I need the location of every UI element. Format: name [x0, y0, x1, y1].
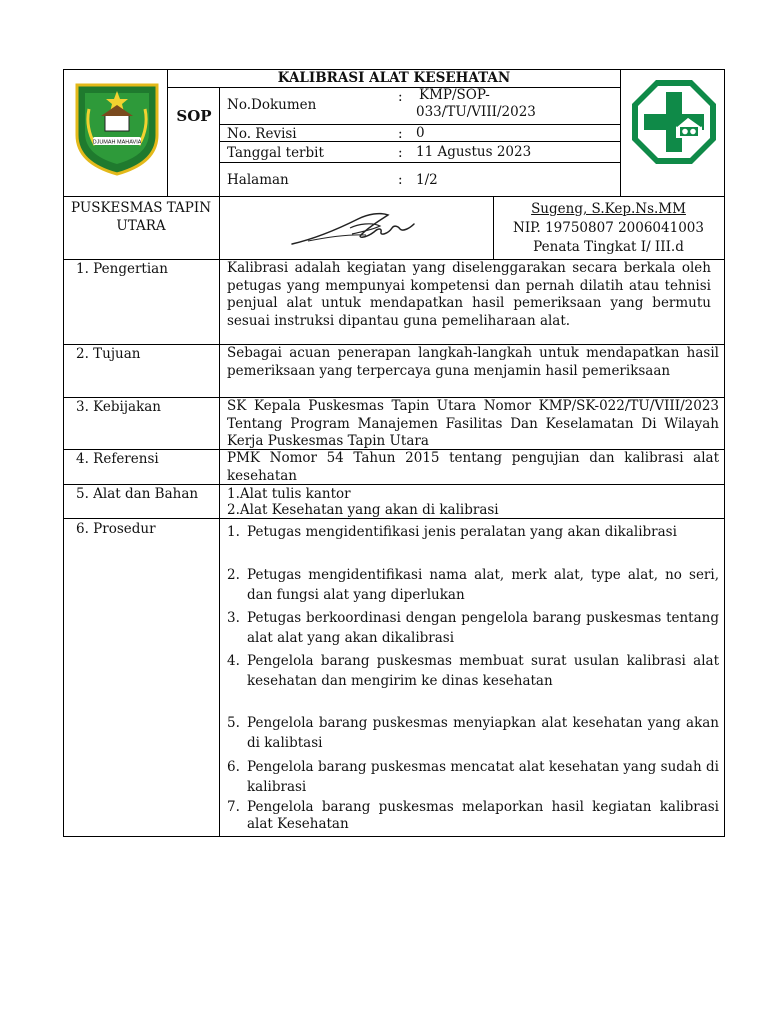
- field-value: KMP/SOP- 033/TU/VIII/2023: [416, 87, 536, 120]
- procedure-step: [227, 713, 719, 753]
- section-label: 4. Referensi: [76, 451, 159, 467]
- field-separator: :: [398, 145, 403, 161]
- step-text: Pengelola barang puskesmas menyiapkan alat kesehatan yang akan di kalibtasi: [247, 715, 719, 751]
- signature-image: [288, 204, 420, 248]
- procedure-step: [227, 757, 719, 797]
- signer-rank: Penata Tingkat I/ III.d: [533, 239, 684, 255]
- section-label: 2. Tujuan: [76, 346, 141, 362]
- list-item: 1.Alat tulis kantor: [227, 486, 351, 502]
- step-text: Petugas mengidentifikasi nama alat, merk alat, type alat, no seri, dan fungsi alat yang diperlukan: [247, 567, 719, 603]
- field-label: No.Dokumen: [227, 97, 317, 113]
- section-text: PMK Nomor 54 Tahun 2015 tentang pengujian dan kalibrasi alat kesehatan: [227, 450, 719, 484]
- document-title: KALIBRASI ALAT KESEHATAN: [277, 70, 511, 86]
- field-label: No. Revisi: [227, 126, 297, 142]
- step-text: Pengelola barang puskesmas mencatat alat kesehatan yang sudah di kalibrasi: [247, 759, 719, 795]
- field-separator: :: [398, 126, 403, 142]
- procedure-step: [227, 565, 719, 605]
- procedure-step: [227, 651, 719, 691]
- field-value: 1/2: [416, 172, 438, 188]
- section-text: SK Kepala Puskesmas Tapin Utara Nomor KMP/SK-022/TU/VIII/2023 Tentang Program Manajemen Fasilitas Dan Keselamatan Di Wilayah Kerja Puskesmas Tapin Utara: [227, 398, 719, 449]
- field-value: 11 Agustus 2023: [416, 144, 532, 160]
- section-label: 6. Prosedur: [76, 521, 156, 537]
- field-label: Tanggal terbit: [227, 145, 324, 161]
- procedure-step: [227, 799, 719, 833]
- section-label: 5. Alat dan Bahan: [76, 486, 199, 502]
- list-item: 2.Alat Kesehatan yang akan di kalibrasi: [227, 502, 499, 518]
- procedure-step: [227, 608, 719, 648]
- section-label: 3. Kebijakan: [76, 399, 162, 415]
- section-text: Kalibrasi adalah kegiatan yang diselenggarakan secara berkala oleh petugas yang mempunyai kompetensi dan pernah dilatih atau tehnisi penjual alat untuk mendapatkan hasil pemeriksaan yang bermutu sesuai instruksi dipantau guna pemeliharaan alat.: [227, 260, 711, 329]
- step-text: Petugas mengidentifikasi jenis peralatan yang akan dikalibrasi: [247, 524, 677, 540]
- field-separator: :: [398, 172, 403, 188]
- field-separator: :: [398, 89, 403, 105]
- signer-nip: NIP. 19750807 2006041003: [513, 220, 704, 236]
- step-text: Petugas berkoordinasi dengan pengelola barang puskesmas tentang alat alat yang akan dikalibrasi: [247, 610, 719, 646]
- signer-name: Sugeng, S.Kep.Ns.MM: [531, 201, 686, 217]
- emblem-motto: DJUMAH MAHAVIA: [92, 139, 142, 146]
- step-text: Pengelola barang puskesmas melaporkan hasil kegiatan kalibrasi alat Kesehatan: [247, 799, 719, 832]
- sop-label: SOP: [176, 107, 212, 125]
- step-number: 1.: [227, 524, 240, 540]
- field-value: 0: [416, 125, 425, 141]
- step-number: 7.: [227, 799, 240, 815]
- step-number: 3.: [227, 610, 240, 626]
- step-number: 6.: [227, 759, 240, 775]
- step-text: Pengelola barang puskesmas membuat surat usulan kalibrasi alat kesehatan dan mengirim ke dinas kesehatan: [247, 653, 719, 689]
- step-number: 4.: [227, 653, 240, 669]
- section-label: 1. Pengertian: [76, 261, 168, 277]
- section-text: Sebagai acuan penerapan langkah-langkah untuk mendapatkan hasil pemeriksaan yang terpercaya guna menjamin hasil pemeriksaan: [227, 345, 719, 379]
- regional-emblem-logo: [71, 79, 163, 177]
- procedure-step: [227, 522, 719, 542]
- step-number: 5.: [227, 715, 240, 731]
- step-number: 2.: [227, 567, 240, 583]
- field-label: Halaman: [227, 172, 289, 188]
- institution-name: PUSKESMAS TAPIN UTARA: [70, 200, 212, 234]
- puskesmas-cross-logo: [630, 78, 718, 166]
